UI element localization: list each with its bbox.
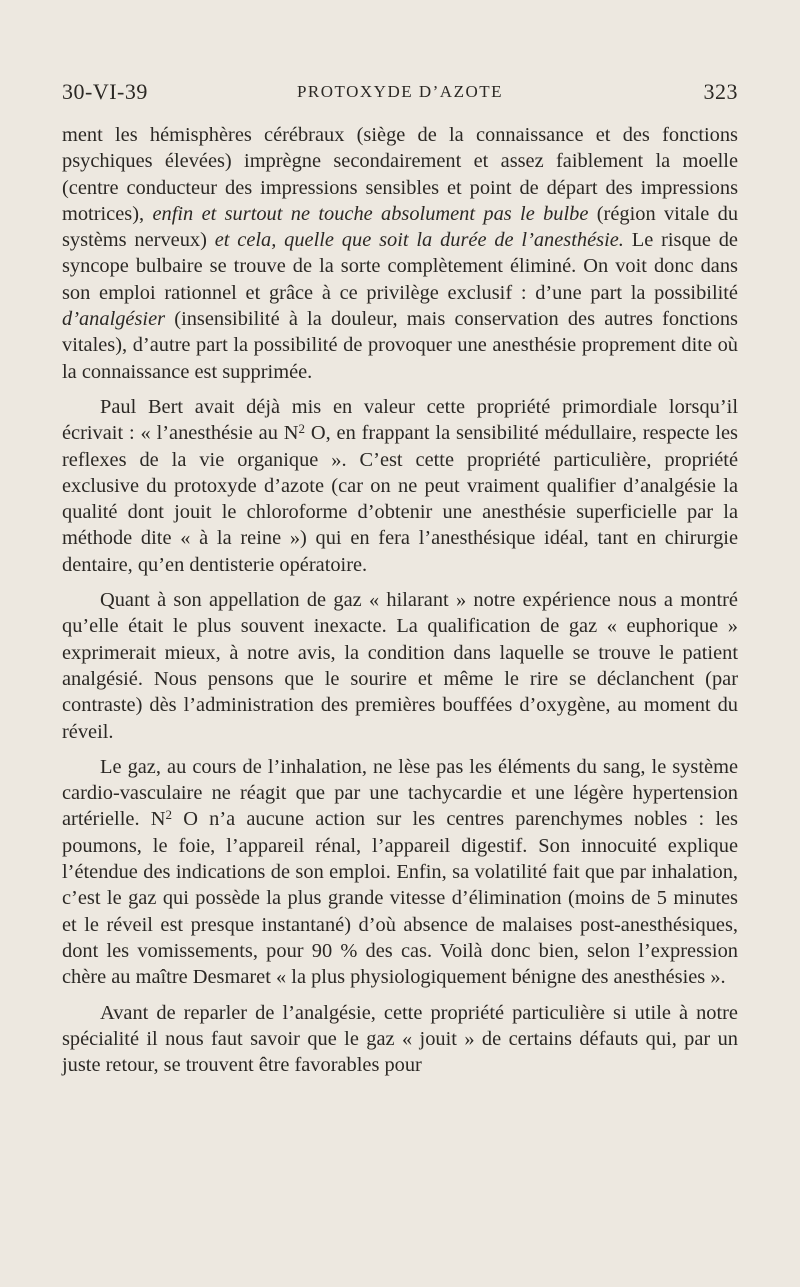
paragraph [62,754,738,991]
text-run: Le risque de syncope bulbaire se trouve de la sorte complètement éliminé. On voit donc dans son emploi rationnel et grâce à ce privilège exclusif : d’une part la possibilité [62,229,738,304]
paragraph [62,394,738,578]
text-run: O, en frappant la sensibilité médullaire, respecte les reflexes de la vie organique ». C’est cette propriété particulière, propriété exclusive du protoxyde d’azote (car on ne peut vraiment qualifier d’analgésie la qualité dont jouit le chloroforme d’obtenir une anesthésie superficielle par la méthode dite « à la reine ») qui en fera l’anesthésique idéal, tant en chirurgie dentaire, qu’en dentisterie opératoire. [62,422,738,576]
text-run: Paul Bert avait déjà mis en valeur cette propriété primordiale lorsqu’il écrivait : « l’anesthésie au N [62,395,738,445]
superscript: 2 [298,421,305,437]
text-run: Quant à son appellation de gaz « hilarant » notre expérience nous a montré qu’elle était le plus souvent inexacte. La qualification de gaz « euphorique » exprimerait mieux, à notre avis, la condition dans laquelle se trouve le patient analgésié. Nous pensons que le sourire et même le rire se déclanchent (par contraste) dès l’administration des premières bouffées d’oxygène, au moment du réveil. [62,589,738,743]
text-run: Avant de reparler de l’analgésie, cette propriété particulière si utile à notre spécialité il nous faut savoir que le gaz « jouit » de certains défauts qui, par un juste retour, se trouvent être favorables pour [62,1001,738,1077]
text-run: O n’a aucune action sur les centres parenchymes nobles : les poumons, le foie, l’appareil rénal, l’appareil digestif. Son innocuité explique l’étendue des indications de son emploi. Enfin, sa volatilité fait que par inhalation, c’est le gaz qui possède la plus grande vitesse d’élimination (moins de 5 minutes et le réveil est presque instantané) d’où absence de malaises post-anesthésiques, dont les vomissements, pour 90 % des cas. Voilà donc bien, selon l’expression chère au maître Desmaret « la plus physiologiquement bénigne des anesthésies ». [62,808,738,989]
header-title: PROTOXYDE D’AZOTE [296,82,504,101]
paragraph [62,122,738,385]
text-run: Le gaz, au cours de l’inhalation, ne lèse pas les éléments du sang, le système cardio-vasculaire ne réagit que par une tachycardie et une légère hypertension artérielle. N [62,755,738,831]
italic-text: et cela, quelle que soit la durée de l’anesthésie. [214,229,624,252]
italic-text: enfin et surtout ne touche absolument pas le bulbe [152,202,589,225]
superscript: 2 [165,807,172,823]
page-number: 323 [703,79,738,104]
paragraph [62,587,738,745]
italic-text: d’analgésier [62,308,166,331]
text-run: (insensibilité à la douleur, mais conservation des autres fonctions vitales), d’autre part la possibilité de provoquer une anesthésie proprement dite où la connaissance est supprimée. [62,308,738,383]
paragraph [62,1000,738,1079]
text-run: (région vitale du systèms nerveux) [62,202,739,252]
header-date: 30-VI-39 [62,79,148,104]
text-run: ment les hémisphères cérébraux (siège de la connaissance et des fonctions psychiques élevées) imprègne secondairement et assez faiblement la moelle (centre conducteur des impressions sensibles et point de départ des impressions motrices), [62,124,738,225]
running-header [62,79,738,109]
body-text [62,122,738,1087]
